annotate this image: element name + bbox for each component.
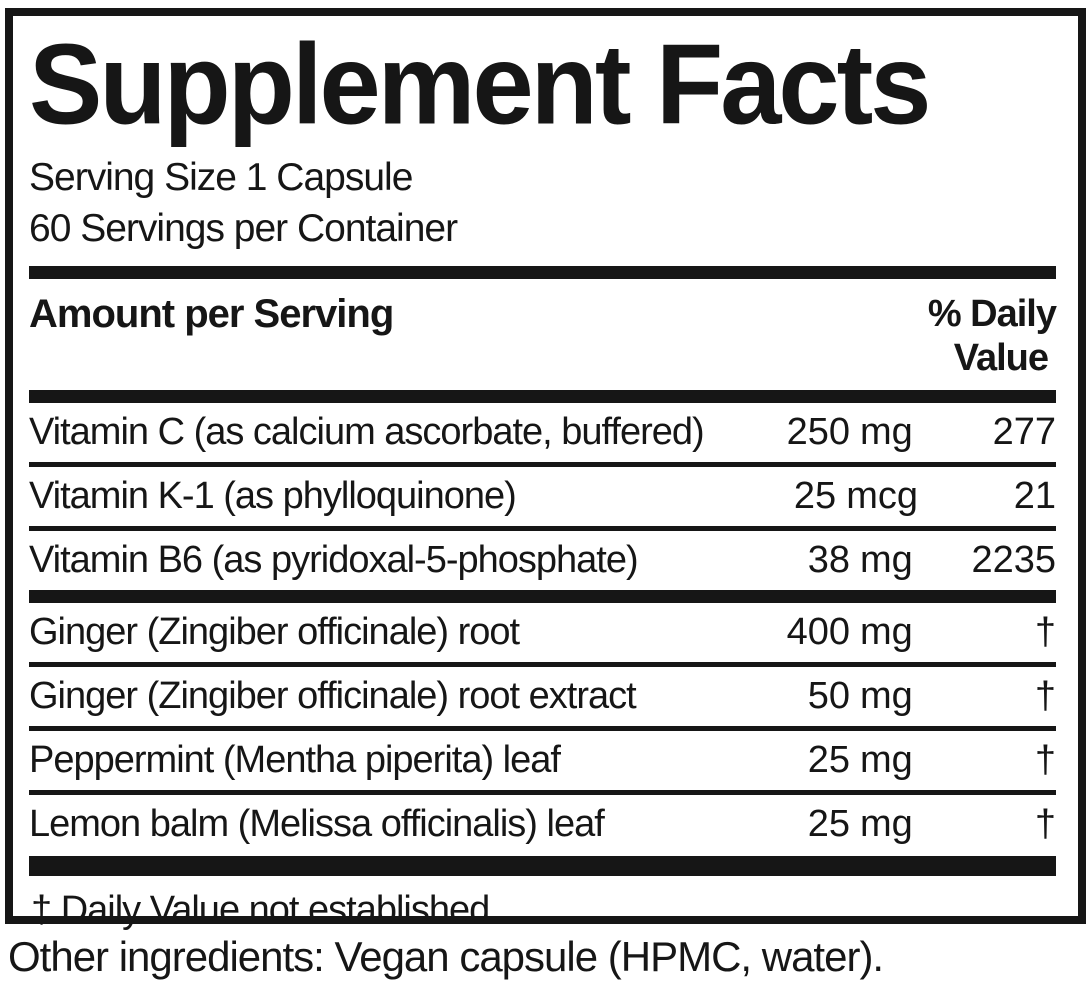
ingredient-daily-value: 277 <box>992 411 1056 453</box>
divider-bar-footnote <box>29 856 1056 876</box>
ingredient-daily-value: † <box>1034 803 1056 845</box>
ingredient-amount: 25 <box>793 475 837 517</box>
servings-per-container-text: 60 Servings per Container <box>29 207 458 250</box>
ingredient-name: Vitamin B6 (as pyridoxal-5-phosphate) <box>29 539 638 581</box>
footnote: † Daily Value not established <box>31 889 490 931</box>
ingredient-unit: mg <box>860 611 913 653</box>
ingredient-name: Ginger (Zingiber officinale) root extract <box>29 675 636 717</box>
serving-size-text: Serving Size 1 Capsule <box>29 156 413 199</box>
table-header <box>29 279 1056 390</box>
ingredient-amount-cell <box>738 612 918 652</box>
ingredient-daily-value: † <box>1034 675 1056 717</box>
ingredient-amount-cell <box>738 540 918 580</box>
ingredient-row <box>29 403 1056 462</box>
supplement-facts-panel <box>5 8 1086 931</box>
other-ingredients-text: Other ingredients: Vegan capsule (HPMC, water). <box>8 933 884 980</box>
ingredient-unit: mg <box>860 675 913 717</box>
ingredient-amount-cell <box>738 412 918 452</box>
ingredient-daily-value: † <box>1034 611 1056 653</box>
ingredient-amount: 50 <box>807 675 850 717</box>
ingredient-unit: mg <box>860 803 913 845</box>
ingredient-row <box>29 795 1056 854</box>
ingredient-unit: mg <box>860 539 913 581</box>
ingredient-amount: 38 <box>807 539 850 581</box>
ingredient-name: Ginger (Zingiber officinale) root <box>29 611 520 653</box>
ingredient-name: Vitamin K-1 (as phylloquinone) <box>29 475 516 517</box>
row-divider <box>29 590 1056 603</box>
amount-per-serving-header: Amount per Serving <box>29 292 394 336</box>
ingredient-name: Peppermint (Mentha piperita) leaf <box>29 739 560 781</box>
divider-bar-top <box>29 266 1056 279</box>
ingredient-amount-cell <box>738 804 918 844</box>
daily-value-header-line1: % Daily <box>927 293 1056 335</box>
divider-bar-header <box>29 390 1056 403</box>
ingredient-name: Vitamin C (as calcium ascorbate, buffered) <box>29 411 704 453</box>
ingredient-unit: mg <box>860 739 913 781</box>
ingredient-rows <box>29 403 1056 854</box>
ingredient-amount: 250 <box>786 411 850 453</box>
ingredient-daily-value: 21 <box>1013 475 1056 517</box>
ingredient-row <box>29 667 1056 726</box>
ingredient-amount-cell <box>738 740 918 780</box>
ingredient-row <box>29 467 1056 526</box>
daily-value-header <box>928 292 1056 380</box>
ingredient-row <box>29 731 1056 790</box>
ingredient-daily-value: † <box>1034 739 1056 781</box>
ingredient-unit: mg <box>860 411 913 453</box>
ingredient-amount: 400 <box>786 611 850 653</box>
ingredient-name: Lemon balm (Melissa officinalis) leaf <box>29 803 604 845</box>
ingredient-row <box>29 603 1056 662</box>
ingredient-amount-cell <box>738 476 918 516</box>
ingredient-unit: mcg <box>846 475 918 517</box>
ingredient-amount: 25 <box>807 739 850 781</box>
daily-value-header-line2: Value <box>953 337 1048 379</box>
ingredient-row <box>29 531 1056 590</box>
ingredient-amount-cell <box>738 676 918 716</box>
page-title: Supplement Facts <box>29 20 929 149</box>
ingredient-daily-value: 2235 <box>971 539 1056 581</box>
ingredient-amount: 25 <box>807 803 850 845</box>
